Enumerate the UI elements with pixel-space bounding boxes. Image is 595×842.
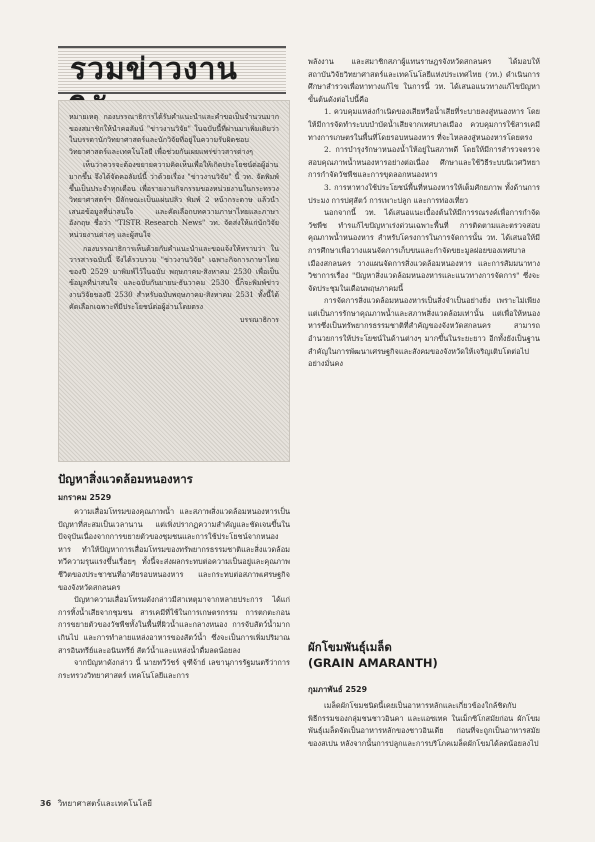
editor-note-paragraph: หมายเหตุ กองบรรณาธิการได้รับคำแนะนำและคำขอเป็นจำนวนมากของสมาชิกให้นำคอลัมน์ "ข่าวงานวิจัย" ในฉบับนี้ที่ผ่านมาเพิ่มเติมว่า ในบรรดานักวิทยาศาสตร์และนักวิจัยที่อยู่ในความรับผิดชอบ วิทยาศาสตร์และเทคโนโลยี เพื่อช่วยกันเผยแพร่ข่าวสารต่างๆ: [69, 112, 279, 156]
article-paragraph: นอกจากนี้ วท. ได้เสนอแนะเบื้องต้นให้มีการรณรงค์เพื่อการกำจัดวัชพืช ทำรแก้ไขปัญหาเร่งด่วนเฉพาะพื้นที่ การติดตามและตรวจสอบคุณภาพน้ำหนองหาร สำหรับโครงการในการจัดการนั้น วท. ได้เสนอให้มีการศึกษาเพื่อวางแผนจัดการเก็บขนและกำจัดขยะมูลฝอยของเทศบาลเมืองสกลนคร วางแผนจัดการสิ่งแวดล้อมหนองหาร และการสัมมนาทางวิชาการเรื่อง "ปัญหาสิ่งแวดล้อมหนองหารและแนวทางการจัดการ" ซึ่งจะจัดประชุมในเดือนพฤษภาคมนี้: [308, 208, 540, 293]
article-paragraph: 3. การหาทางใช้ประโยชน์พื้นที่หนองหารให้เต็มศักยภาพ ทั้งด้านการประมง การปศุสัตว์ การเพาะปลูก และการท่องเที่ยว: [308, 182, 540, 205]
article-paragraph: เมล็ดผักโขมชนิดนี้เคยเป็นอาหารหลักและเกี่ยวข้องใกล้ชิดกับพิธีกรรมของกลุ่มชนชาวอินคา และแอซเทค ในเม็กซิโกสมัยก่อน ผักโขมพันธุ์เมล็ดจัดเป็นอาหารหลักของชาวอินเดีย ก่อนที่จะถูกเป็นอาหารสมัยของสเปน หลังจากนั้นการปลูกและการบริโภคเมล็ดผักโขมได้ลดน้อยลงไป: [308, 701, 540, 748]
article-continuation: [308, 56, 540, 622]
article-paragraph: การจัดการสิ่งแวดล้อมหนองหารเป็นสิ่งจำเป็นอย่างยิ่ง เพราะไม่เพียงแต่เป็นการรักษาคุณภาพน้ำและสภาพสิ่งแวดล้อมเท่านั้น แต่เพื่อให้หนองหารซึ่งเป็นทรัพยากรธรรมชาติที่สำคัญของจังหวัดสกลนคร สามารถอำนวยการให้ประโยชน์ในด้านต่างๆ มากขึ้นในระยะยาว อีกทั้งยังเป็นฐานสำคัญในการพัฒนาเศรษฐกิจและสังคมของจังหวัดให้เจริญเติบโตต่อไปอย่างมั่นคง: [308, 296, 540, 369]
article-paragraph: พลังงาน และสมาชิกสภาผู้แทนราษฎรจังหวัดสกลนคร ได้มอบให้สถาบันวิจัยวิทยาศาสตร์และเทคโนโลยีแห่งประเทศไทย (วท.) ดำเนินการศึกษาสำรวจเพื่อหาทางแก้ไข ในการนี้ วท. ได้เสนอแนวทางแก้ไขปัญหาขั้นต้นดังต่อไปนี้คือ: [308, 57, 540, 104]
article-paragraph: 1. ควบคุมแหล่งกำเนิดของเสียหรือน้ำเสียที่ระบายลงสู่หนองหาร โดยให้มีการจัดทำระบบบำบัดน้ำเสียจากเทศบาลเมือง ควบคุมการใช้สารเคมีทางการเกษตรในพื้นที่โดยรอบหนองหาร ที่จะไหลลงสู่หนองหารโดยตรง: [308, 107, 540, 142]
article-paragraph: ปัญหาความเสื่อมโทรมดังกล่าวมีสาเหตุมาจากหลายประการ ได้แก่ การทิ้งน้ำเสียจากชุมชน สารเคมีที่ใช้ในการเกษตรกรรม การตกตะกอน การขยายตัวของวัชพืชทั้งในพื้นที่ผิวน้ำและกลางหนอง การจับสัตว์น้ำมากเกินไป และการทำลายแหล่งอาหารของสัตว์น้ำ ซึ่งจะเป็นการเพิ่มปริมาณสารอินทรีย์และอนินทรีย์ สัตว์น้ำและแหล่งน้ำดื่มลดน้อยลง: [58, 595, 290, 655]
editor-signature: บรรณาธิการ: [239, 315, 279, 325]
article-date: กุมภาพันธ์ 2529: [308, 685, 368, 694]
page-number: 36: [40, 799, 52, 808]
publication-name: วิทยาศาสตร์และเทคโนโลยี: [57, 799, 152, 808]
page-title: รวมข่าวงาน: [70, 52, 238, 87]
article-heading: ปัญหาสิ่งแวดล้อมหนองหาร: [58, 472, 193, 486]
editor-note-paragraph: กองบรรณาธิการเห็นด้วยกับคำแนะนำและขอแจ้งให้ทราบว่า ในวารสารฉบับนี้ จึงได้รวบรวม "ข่าวงานวิจัย" เฉพาะกิจการภาษาไทยของปี 2529 มาพิมพ์ไว้ในฉบับ พฤษภาคม-สิงหาคม 2530 เพื่อเป็นข้อมูลที่น่าสนใจ และฉบับกันยายน-ธันวาคม 2530 นี้ก็จะพิมพ์ข่าวงานวิจัยของปี 2530 สำหรับฉบับพฤษภาคม-สิงหาคม 2531 ทั้งนี้ได้คัดเลือกเฉพาะที่มีประโยชน์ต่อผู้อ่านโดยตรง: [69, 243, 279, 311]
article-paragraph: 2. การบำรุงรักษาหนองน้ำให้อยู่ในสภาพดี โดยให้มีการสำรวจตรวจสอบคุณภาพน้ำหนองหารอย่างต่อเนื่อง ศึกษาและใช้วิธีระบบนิเวศวิทยาการกำจัดวัชพืชและการขุดลอกหนองหาร: [308, 145, 540, 180]
article-body: [58, 506, 290, 788]
article-heading: ผักโขมพันธุ์เมล็ด: [308, 640, 392, 654]
article-date: มกราคม 2529: [58, 493, 112, 502]
article-heading-english: (GRAIN AMARANTH): [308, 656, 438, 670]
article-paragraph: จากปัญหาดังกล่าว นี้ นายทวีวัชร์ จุฑีจ้าย์ เลขานุการรัฐมนตรีว่าการกระทรวงวิทยาศาสตร์ เทคโนโลยีและการ: [58, 658, 290, 680]
article-paragraph: ความเสื่อมโทรมของคุณภาพน้ำ และสภาพสิ่งแวดล้อมหนองหารเป็นปัญหาที่สะสมเป็นเวลานาน แต่เพิ่งปรากฏความสำคัญและชัดเจนขึ้นในปัจจุบันเนื่องจากการขยายตัวของชุมชนและการใช้ประโยชน์จากหนองหาร ทำให้ปัญหาการเสื่อมโทรมของทรัพยากรธรรมชาติและสิ่งแวดล้อมทวีความรุนแรงขึ้นเรื่อยๆ ทั้งนี้จะส่งผลกระทบต่อความเป็นอยู่และคุณภาพชีวิตของประชาชนที่อาศัยรอบหนองหาร และกระทบต่อสภาพเศรษฐกิจของจังหวัดสกลนคร: [58, 507, 290, 592]
editor-note-paragraph: เห็นว่าควรจะต้องขยายความคิดเห็นเพื่อให้เกิดประโยชน์ต่อผู้อ่านมากขึ้น จึงได้จัดคอลัมน์นี้ ว่าด้วยเรื่อง "ข่าวงานวิจัย" นี้ วท. จัดพิมพ์ขึ้นเป็นประจำทุกเดือน เพื่อรายงานกิจกรรมของหน่วยงานในกระทรวงวิทยาศาสตร์ฯ มีลักษณะเป็นแผ่นปลิว พิมพ์ 2 หน้ากระดาษ แล้วนำเสนอข้อมูลที่น่าสนใจ และคัดเลือกบทความภาษาไทยและภาษาอังกฤษ ชื่อว่า "TISTR Research News" วท. จัดส่งให้แก่นักวิจัยหน่วยงานต่างๆ และผู้สนใจ: [69, 160, 279, 239]
article-body: [308, 700, 540, 788]
page-footer: [40, 797, 152, 810]
editor-note-box: [58, 100, 290, 462]
